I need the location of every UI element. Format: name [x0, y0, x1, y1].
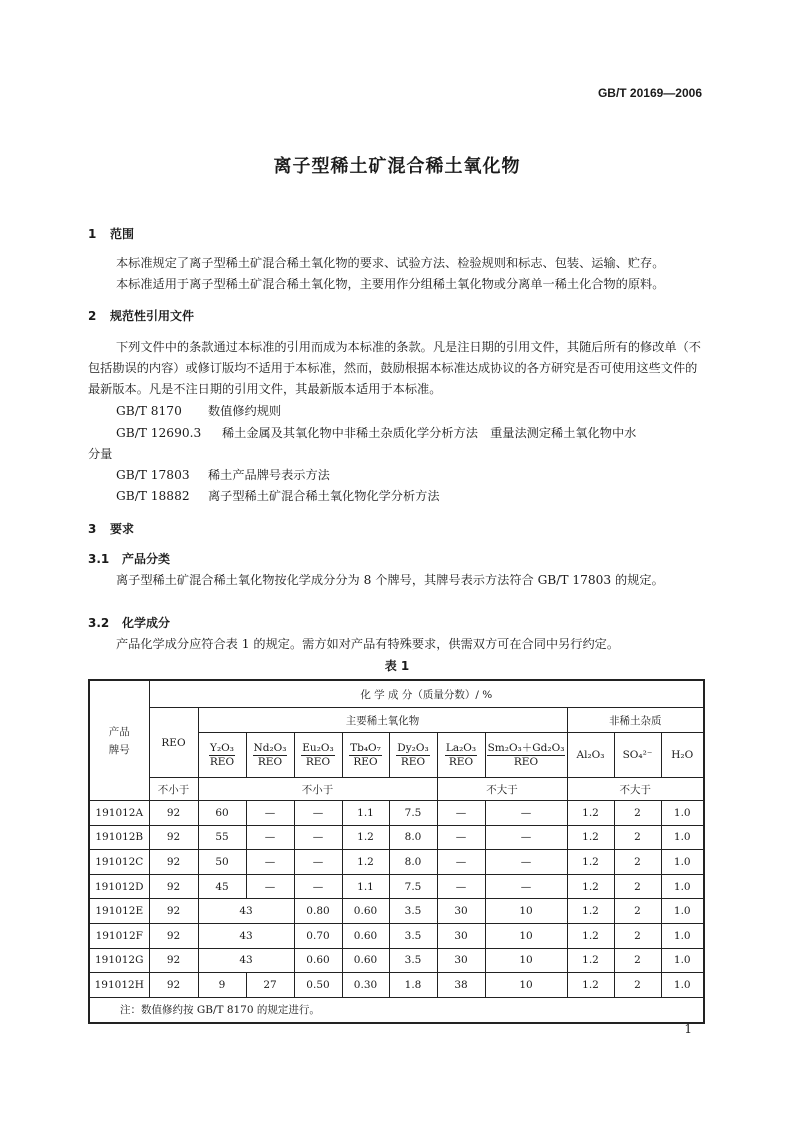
cell-al2o3: 1.2	[567, 899, 614, 924]
cell-eu2o3: —	[294, 874, 342, 899]
section-2-heading	[88, 307, 194, 324]
subsection-3-1-text: 离子型稀土矿混合稀土氧化物按化学成分分为 8 个牌号，其牌号表示方法符合 GB/T 17803 的规定。	[116, 573, 664, 587]
cell-nd2o3: 27	[246, 973, 294, 998]
fraction-denominator: REO	[209, 755, 235, 768]
subsection-3-2-text: 产品化学成分应符合表 1 的规定。需方如对产品有特殊要求，供需双方可在合同中另行约定。	[116, 637, 620, 651]
limit-reo: 不小于	[149, 778, 198, 801]
page-number: 1	[684, 1022, 692, 1036]
cell-dy2o3: 1.8	[389, 973, 437, 998]
cell-tb4o7: 1.1	[342, 801, 389, 826]
cell-al2o3: 1.2	[567, 973, 614, 998]
cell-so4: 2	[614, 923, 661, 948]
document-title: 离子型稀土矿混合稀土氧化物	[273, 156, 521, 177]
cell-y2o3: 55	[198, 825, 246, 850]
cell-al2o3: 1.2	[567, 801, 614, 826]
fraction-denominator: REO	[513, 755, 539, 768]
cell-reo: 92	[149, 948, 198, 973]
cell-so4: 2	[614, 874, 661, 899]
cell-y2o3: 45	[198, 874, 246, 899]
table-row	[89, 899, 704, 924]
cell-al2o3: 1.2	[567, 850, 614, 875]
cell-grade: 191012H	[89, 973, 149, 998]
cell-eu2o3: —	[294, 825, 342, 850]
fraction-numerator: La₂O₃	[445, 741, 477, 754]
reference-item	[116, 424, 636, 441]
section-title: 要求	[110, 522, 135, 536]
cell-reo: 92	[149, 923, 198, 948]
cell-nd2o3: —	[246, 801, 294, 826]
cell-y2o3: 60	[198, 801, 246, 826]
cell-eu2o3: 0.50	[294, 973, 342, 998]
cell-dy2o3: 3.5	[389, 899, 437, 924]
section-number: 1	[88, 227, 97, 241]
reference-item	[116, 487, 440, 504]
fraction-denominator: REO	[257, 755, 283, 768]
cell-sm-gd: —	[485, 801, 567, 826]
table-row	[89, 973, 704, 998]
cell-so4: 2	[614, 899, 661, 924]
cell-sm-gd: —	[485, 850, 567, 875]
cell-la2o3: 38	[437, 973, 485, 998]
subsection-3-2-heading	[88, 614, 170, 631]
header-h2o: H₂O	[661, 733, 704, 778]
cell-al2o3: 1.2	[567, 874, 614, 899]
cell-h2o: 1.0	[661, 899, 704, 924]
fraction-denominator: REO	[448, 755, 474, 768]
cell-so4: 2	[614, 801, 661, 826]
section-number: 2	[88, 309, 97, 323]
cell-eu2o3: —	[294, 801, 342, 826]
cell-la2o3: 30	[437, 948, 485, 973]
cell-eu2o3: —	[294, 850, 342, 875]
reference-item	[116, 402, 281, 419]
reference-name: 稀土产品牌号表示方法	[208, 468, 330, 482]
cell-dy2o3: 7.5	[389, 801, 437, 826]
cell-dy2o3: 3.5	[389, 948, 437, 973]
cell-dy2o3: 3.5	[389, 923, 437, 948]
reference-name: 数值修约规则	[208, 404, 282, 418]
table-row	[89, 948, 704, 973]
cell-nd2o3: —	[246, 850, 294, 875]
limit-main-max: 不大于	[437, 778, 567, 801]
cell-grade: 191012G	[89, 948, 149, 973]
cell-nd2o3: —	[246, 825, 294, 850]
header-eu2o3-ratio	[294, 733, 342, 778]
cell-eu2o3: 0.70	[294, 923, 342, 948]
header-so4: SO₄²⁻	[614, 733, 661, 778]
cell-sm-gd: 10	[485, 923, 567, 948]
fraction-denominator: REO	[353, 755, 378, 768]
cell-grade: 191012A	[89, 801, 149, 826]
table-row	[89, 850, 704, 875]
cell-sm-gd: —	[485, 874, 567, 899]
cell-so4: 2	[614, 825, 661, 850]
cell-h2o: 1.0	[661, 923, 704, 948]
subsection-number: 3.1	[88, 552, 110, 566]
cell-tb4o7: 1.2	[342, 825, 389, 850]
section-number: 3	[88, 522, 97, 536]
fraction-numerator: Sm₂O₃＋Gd₂O₃	[487, 741, 565, 754]
cell-tb4o7: 0.30	[342, 973, 389, 998]
section-1-para-2: 本标准适用于离子型稀土矿混合稀土氧化物，主要用作分组稀土氧化物或分离单一稀土化合物的原料。	[116, 277, 665, 291]
cell-la2o3: —	[437, 825, 485, 850]
cell-y2o3: 50	[198, 850, 246, 875]
reference-name: 离子型稀土矿混合稀土氧化物化学分析方法	[208, 489, 440, 503]
cell-grade: 191012E	[89, 899, 149, 924]
cell-y2o3: 9	[198, 973, 246, 998]
header-sm-gd-ratio	[485, 733, 567, 778]
cell-la2o3: —	[437, 801, 485, 826]
reference-continuation: 分量	[88, 447, 113, 461]
cell-reo: 92	[149, 899, 198, 924]
cell-la2o3: —	[437, 850, 485, 875]
header-y2o3-ratio	[198, 733, 246, 778]
chemical-composition-table	[88, 679, 705, 1024]
reference-code: GB/T 18882	[116, 489, 190, 503]
subsection-number: 3.2	[88, 616, 110, 630]
cell-so4: 2	[614, 850, 661, 875]
reference-name: 稀土金属及其氧化物中非稀土杂质化学分析方法 重量法测定稀土氧化物中水	[222, 426, 637, 440]
reference-item	[116, 466, 330, 483]
cell-reo: 92	[149, 874, 198, 899]
cell-y-nd-combined: 43	[198, 948, 294, 973]
table-row	[89, 923, 704, 948]
header-non-rare-earth-impurities: 非稀土杂质	[567, 708, 704, 733]
cell-sm-gd: —	[485, 825, 567, 850]
cell-sm-gd: 10	[485, 948, 567, 973]
section-title: 规范性引用文件	[110, 309, 195, 323]
subsection-title: 产品分类	[122, 552, 171, 566]
header-al2o3: Al₂O₃	[567, 733, 614, 778]
cell-h2o: 1.0	[661, 874, 704, 899]
section-1-para-1: 本标准规定了离子型稀土矿混合稀土氧化物的要求、试验方法、检验规则和标志、包装、运输、贮存。	[116, 256, 665, 270]
cell-eu2o3: 0.60	[294, 948, 342, 973]
header-la2o3-ratio	[437, 733, 485, 778]
reference-code: GB/T 8170	[116, 404, 182, 418]
cell-grade: 191012D	[89, 874, 149, 899]
cell-al2o3: 1.2	[567, 923, 614, 948]
cell-sm-gd: 10	[485, 973, 567, 998]
cell-dy2o3: 8.0	[389, 825, 437, 850]
cell-grade: 191012B	[89, 825, 149, 850]
header-dy2o3-ratio	[389, 733, 437, 778]
cell-reo: 92	[149, 850, 198, 875]
section-3-heading	[88, 520, 134, 537]
cell-tb4o7: 0.60	[342, 923, 389, 948]
header-main-rare-earth-oxides: 主要稀土氧化物	[198, 708, 567, 733]
fraction-numerator: Tb₄O₇	[350, 741, 381, 754]
cell-h2o: 1.0	[661, 948, 704, 973]
cell-eu2o3: 0.80	[294, 899, 342, 924]
cell-h2o: 1.0	[661, 850, 704, 875]
table-row	[89, 825, 704, 850]
cell-la2o3: 30	[437, 923, 485, 948]
subsection-3-1-heading	[88, 550, 170, 567]
cell-dy2o3: 8.0	[389, 850, 437, 875]
cell-so4: 2	[614, 973, 661, 998]
cell-tb4o7: 1.1	[342, 874, 389, 899]
cell-grade: 191012F	[89, 923, 149, 948]
cell-tb4o7: 1.2	[342, 850, 389, 875]
standard-code: GB/T 20169—2006	[597, 86, 702, 100]
cell-reo: 92	[149, 825, 198, 850]
section-1-heading	[88, 225, 134, 242]
table-row	[89, 874, 704, 899]
cell-h2o: 1.0	[661, 973, 704, 998]
cell-nd2o3: —	[246, 874, 294, 899]
table-caption: 表 1	[384, 659, 410, 673]
header-reo: REO	[149, 708, 198, 778]
cell-dy2o3: 7.5	[389, 874, 437, 899]
subsection-title: 化学成分	[122, 616, 171, 630]
section-2-intro: 下列文件中的条款通过本标准的引用而成为本标准的条款。凡是注日期的引用文件，其随后所有的修改单（不包括勘误的内容）或修订版均不适用于本标准，然而，鼓励根据本标准达成协议的各方研究是否可使用这些文件的最新版本。凡是不注日期的引用文件，其最新版本适用于本标准。	[88, 340, 701, 396]
header-product-grade: 产品 牌号	[89, 680, 149, 801]
fraction-numerator: Dy₂O₃	[397, 741, 429, 754]
fraction-numerator: Nd₂O₃	[253, 741, 287, 754]
cell-grade: 191012C	[89, 850, 149, 875]
fraction-numerator: Y₂O₃	[210, 741, 234, 754]
cell-la2o3: —	[437, 874, 485, 899]
reference-code: GB/T 17803	[116, 468, 190, 482]
table-note: 注：数值修约按 GB/T 8170 的规定进行。	[89, 997, 704, 1023]
fraction-numerator: Eu₂O₃	[302, 741, 334, 754]
table-row	[89, 801, 704, 826]
cell-sm-gd: 10	[485, 899, 567, 924]
cell-reo: 92	[149, 973, 198, 998]
cell-so4: 2	[614, 948, 661, 973]
cell-h2o: 1.0	[661, 825, 704, 850]
cell-tb4o7: 0.60	[342, 948, 389, 973]
header-nd2o3-ratio	[246, 733, 294, 778]
reference-code: GB/T 12690.3	[116, 426, 202, 440]
cell-y-nd-combined: 43	[198, 899, 294, 924]
cell-al2o3: 1.2	[567, 948, 614, 973]
limit-impurity-max: 不大于	[567, 778, 704, 801]
section-title: 范围	[110, 227, 135, 241]
cell-al2o3: 1.2	[567, 825, 614, 850]
cell-tb4o7: 0.60	[342, 899, 389, 924]
cell-y-nd-combined: 43	[198, 923, 294, 948]
cell-la2o3: 30	[437, 899, 485, 924]
header-tb4o7-ratio	[342, 733, 389, 778]
fraction-denominator: REO	[400, 755, 426, 768]
header-chemical-composition: 化 学 成 分（质量分数）/ %	[149, 680, 704, 708]
fraction-denominator: REO	[305, 755, 331, 768]
limit-main-min: 不小于	[198, 778, 437, 801]
cell-h2o: 1.0	[661, 801, 704, 826]
cell-reo: 92	[149, 801, 198, 826]
